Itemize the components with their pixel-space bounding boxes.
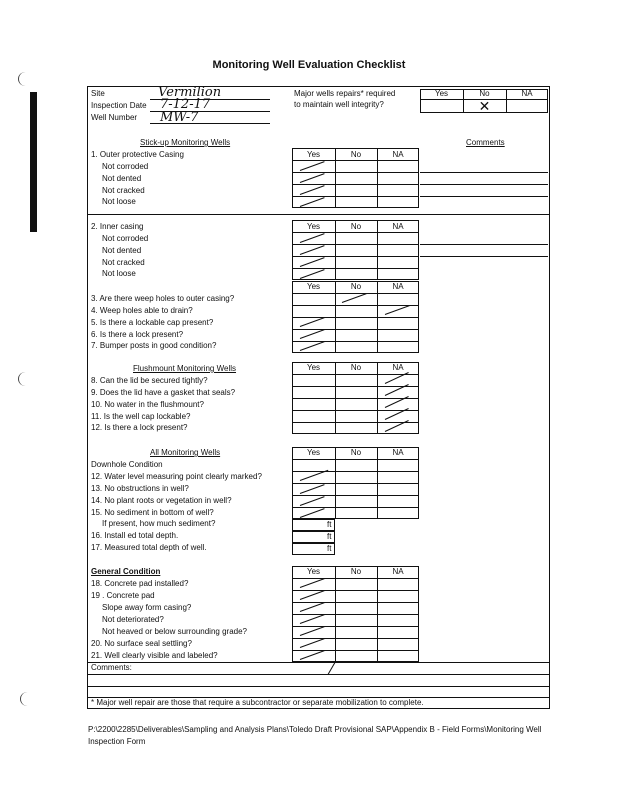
major-repair-question: Major wells repairs* required: [294, 89, 396, 98]
col-na: NA: [392, 150, 404, 159]
col-yes: Yes: [306, 567, 321, 576]
comment-line: [420, 244, 548, 245]
well-underline: [150, 123, 270, 124]
q16-label: 16. Install ed total depth.: [91, 531, 179, 540]
q2-item: Not corroded: [102, 234, 149, 243]
comment-line: [420, 184, 548, 185]
major-yes-header: Yes: [434, 89, 449, 98]
file-path: P:\2200\2285\Deliverables\Sampling and Analysis Plans\Toledo Draft Provisional SAP\Appendix B - Field Forms\Monitoring Well Inspection Form: [88, 725, 542, 746]
col-no: No: [350, 363, 362, 372]
q10-label: 10. No water in the flushmount?: [91, 400, 204, 409]
comment-line: [87, 674, 550, 675]
divider: [292, 590, 419, 591]
divider: [292, 495, 419, 496]
major-na-header: NA: [521, 89, 533, 98]
site-value: Vermilion: [158, 85, 222, 100]
q15b-label: If present, how much sediment?: [102, 519, 216, 528]
q15-label: 15. No sediment in bottom of well?: [91, 508, 214, 517]
stickup-heading: Stick-up Monitoring Wells: [140, 138, 231, 147]
divider: [87, 662, 550, 663]
q1-label: 1. Outer protective Casing: [91, 150, 184, 159]
q7-label: 7. Bumper posts in good condition?: [91, 341, 217, 350]
q19-item: Not deteriorated?: [102, 615, 164, 624]
divider: [292, 293, 419, 294]
q2-label: 2. Inner casing: [91, 222, 144, 231]
major-no-checkmark: ✕: [478, 98, 491, 114]
q4-label: 4. Weep holes able to drain?: [91, 306, 193, 315]
major-no-header: No: [479, 89, 490, 98]
divider: [292, 507, 419, 508]
divider: [292, 329, 419, 330]
divider: [292, 244, 419, 245]
divider: [292, 638, 419, 639]
q11-label: 11. Is the well cap lockable?: [91, 412, 191, 421]
allwells-heading: All Monitoring Wells: [150, 448, 221, 457]
divider: [292, 650, 419, 651]
divider: [292, 160, 419, 161]
col-no: No: [350, 448, 362, 457]
comment-line: [420, 172, 548, 173]
section-divider: [87, 214, 550, 215]
col-na: NA: [392, 363, 404, 372]
q13-label: 13. No obstructions in well?: [91, 484, 189, 493]
divider: [292, 626, 419, 627]
q14-label: 14. No plant roots or vegetation in well?: [91, 496, 232, 505]
ft-unit: ft: [327, 532, 332, 541]
q2-item: Not cracked: [102, 258, 145, 267]
binder-hole-mark: [18, 372, 33, 386]
comment-line: [420, 256, 548, 257]
divider: [292, 341, 419, 342]
q9-label: 9. Does the lid have a gasket that seals?: [91, 388, 236, 397]
site-label: Site: [91, 89, 105, 98]
ft-unit: ft: [327, 520, 332, 529]
q2-item: Not dented: [102, 246, 142, 255]
q5-label: 5. Is there a lockable cap present?: [91, 318, 214, 327]
q21-label: 21. Well clearly visible and labeled?: [91, 651, 218, 660]
divider: [292, 471, 419, 472]
comments-label: Comments:: [91, 663, 132, 672]
well-number-value: MW-7: [160, 110, 199, 125]
q12-flush-label: 12. Is there a lock present?: [91, 423, 188, 432]
q19-label: 19 . Concrete pad: [91, 591, 155, 600]
col-no: No: [350, 150, 362, 159]
page-title: Monitoring Well Evaluation Checklist: [212, 59, 406, 71]
binder-hole-mark: [20, 692, 35, 706]
divider: [292, 614, 419, 615]
divider: [292, 459, 419, 460]
flushmount-heading: Flushmount Monitoring Wells: [133, 364, 237, 373]
divider: [292, 172, 419, 173]
col-no: No: [350, 282, 362, 291]
comments-heading: Comments: [466, 138, 505, 147]
col-no: No: [350, 567, 362, 576]
q1-item: Not corroded: [102, 162, 149, 171]
q18-label: 18. Concrete pad installed?: [91, 579, 189, 588]
general-heading: General Condition: [91, 567, 161, 576]
ft-unit: ft: [327, 544, 332, 553]
col-no: No: [350, 222, 362, 231]
col-yes: Yes: [306, 282, 321, 291]
q19-item: Slope away form casing?: [102, 603, 192, 612]
divider: [292, 317, 419, 318]
divider: [292, 232, 419, 233]
q6-label: 6. Is there a lock present?: [91, 330, 184, 339]
col-yes: Yes: [306, 222, 321, 231]
q1-item: Not dented: [102, 174, 142, 183]
col-na: NA: [392, 222, 404, 231]
well-number-label: Well Number: [91, 113, 138, 122]
q17-label: 17. Measured total depth of well.: [91, 543, 207, 552]
scan-edge-bar: [30, 92, 37, 232]
q20-label: 20. No surface seal settling?: [91, 639, 192, 648]
inspection-date-value: 7-12-17: [160, 97, 211, 112]
col-yes: Yes: [306, 363, 321, 372]
binder-hole-mark: [18, 72, 33, 86]
divider: [292, 305, 419, 306]
footnote: * Major well repair are those that require a subcontractor or separate mobilization to complete.: [91, 698, 424, 707]
q12-label: 12. Water level measuring point clearly marked?: [91, 472, 262, 481]
q2-item: Not loose: [102, 269, 136, 278]
divider: [292, 268, 419, 269]
col-na: NA: [392, 282, 404, 291]
divider: [292, 483, 419, 484]
q19-item: Not heaved or below surrounding grade?: [102, 627, 247, 636]
divider: [292, 196, 419, 197]
comment-line: [87, 686, 550, 687]
col-na: NA: [392, 448, 404, 457]
inspection-date-label: Inspection Date: [91, 101, 147, 110]
comment-line: [420, 196, 548, 197]
major-repair-question-2: to maintain well integrity?: [294, 100, 384, 109]
q1-item: Not loose: [102, 197, 136, 206]
q1-item: Not cracked: [102, 186, 145, 195]
q8-label: 8. Can the lid be secured tightly?: [91, 376, 208, 385]
divider: [292, 184, 419, 185]
divider: [292, 578, 419, 579]
downhole-subheading: Downhole Condition: [91, 460, 163, 469]
divider: [292, 256, 419, 257]
q3-label: 3. Are there weep holes to outer casing?: [91, 294, 235, 303]
col-yes: Yes: [306, 150, 321, 159]
col-yes: Yes: [306, 448, 321, 457]
divider: [292, 602, 419, 603]
col-na: NA: [392, 567, 404, 576]
